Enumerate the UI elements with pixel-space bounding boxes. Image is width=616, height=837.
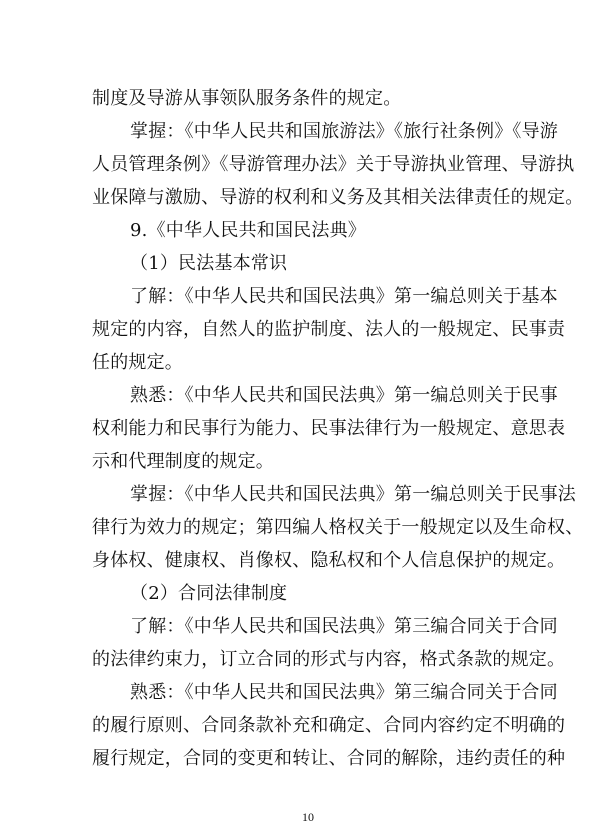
text-line-2: 掌握：《中华人民共和国旅游法》《旅行社条例》《导游 — [130, 121, 558, 142]
subsection-heading-1: （1）民法基本常识 — [130, 253, 288, 274]
text-line-7: 了解：《中华人民共和国民法典》第一编总则关于基本 — [130, 286, 558, 307]
document-body — [92, 82, 584, 775]
text-line-3: 人员管理条例》《导游管理办法》关于导游执业管理、导游执 — [92, 154, 575, 175]
text-line-15: 身体权、健康权、肖像权、隐私权和个人信息保护的规定。 — [92, 550, 566, 571]
section-heading: 9.《中华人民共和国民法典》 — [130, 220, 366, 241]
page-number: 10 — [302, 810, 314, 824]
text-line-12: 示和代理制度的规定。 — [92, 451, 274, 472]
text-line-20: 的履行原则、合同条款补充和确定、合同内容约定不明确的 — [92, 715, 566, 736]
text-line-19: 熟悉：《中华人民共和国民法典》第三编合同关于合同 — [130, 682, 558, 703]
text-line-17: 了解：《中华人民共和国民法典》第三编合同关于合同 — [130, 616, 558, 637]
text-line-18: 的法律约束力，订立合同的形式与内容，格式条款的规定。 — [92, 649, 566, 670]
subsection-heading-2: （2）合同法律制度 — [130, 583, 288, 604]
text-line-14: 律行为效力的规定；第四编人格权关于一般规定以及生命权、 — [92, 517, 584, 538]
text-line-11: 权利能力和民事行为能力、民事法律行为一般规定、意思表 — [92, 418, 566, 439]
text-line-1: 制度及导游从事领队服务条件的规定。 — [92, 88, 402, 109]
text-line-4: 业保障与激励、导游的权利和义务及其相关法律责任的规定。 — [92, 187, 584, 208]
text-line-21: 履行规定，合同的变更和转让、合同的解除，违约责任的种 — [92, 748, 566, 769]
text-line-10: 熟悉：《中华人民共和国民法典》第一编总则关于民事 — [130, 385, 558, 406]
text-line-8: 规定的内容，自然人的监护制度、法人的一般规定、民事责 — [92, 319, 566, 340]
text-line-13: 掌握：《中华人民共和国民法典》第一编总则关于民事法 — [130, 484, 576, 505]
text-line-9: 任的规定。 — [92, 352, 183, 373]
